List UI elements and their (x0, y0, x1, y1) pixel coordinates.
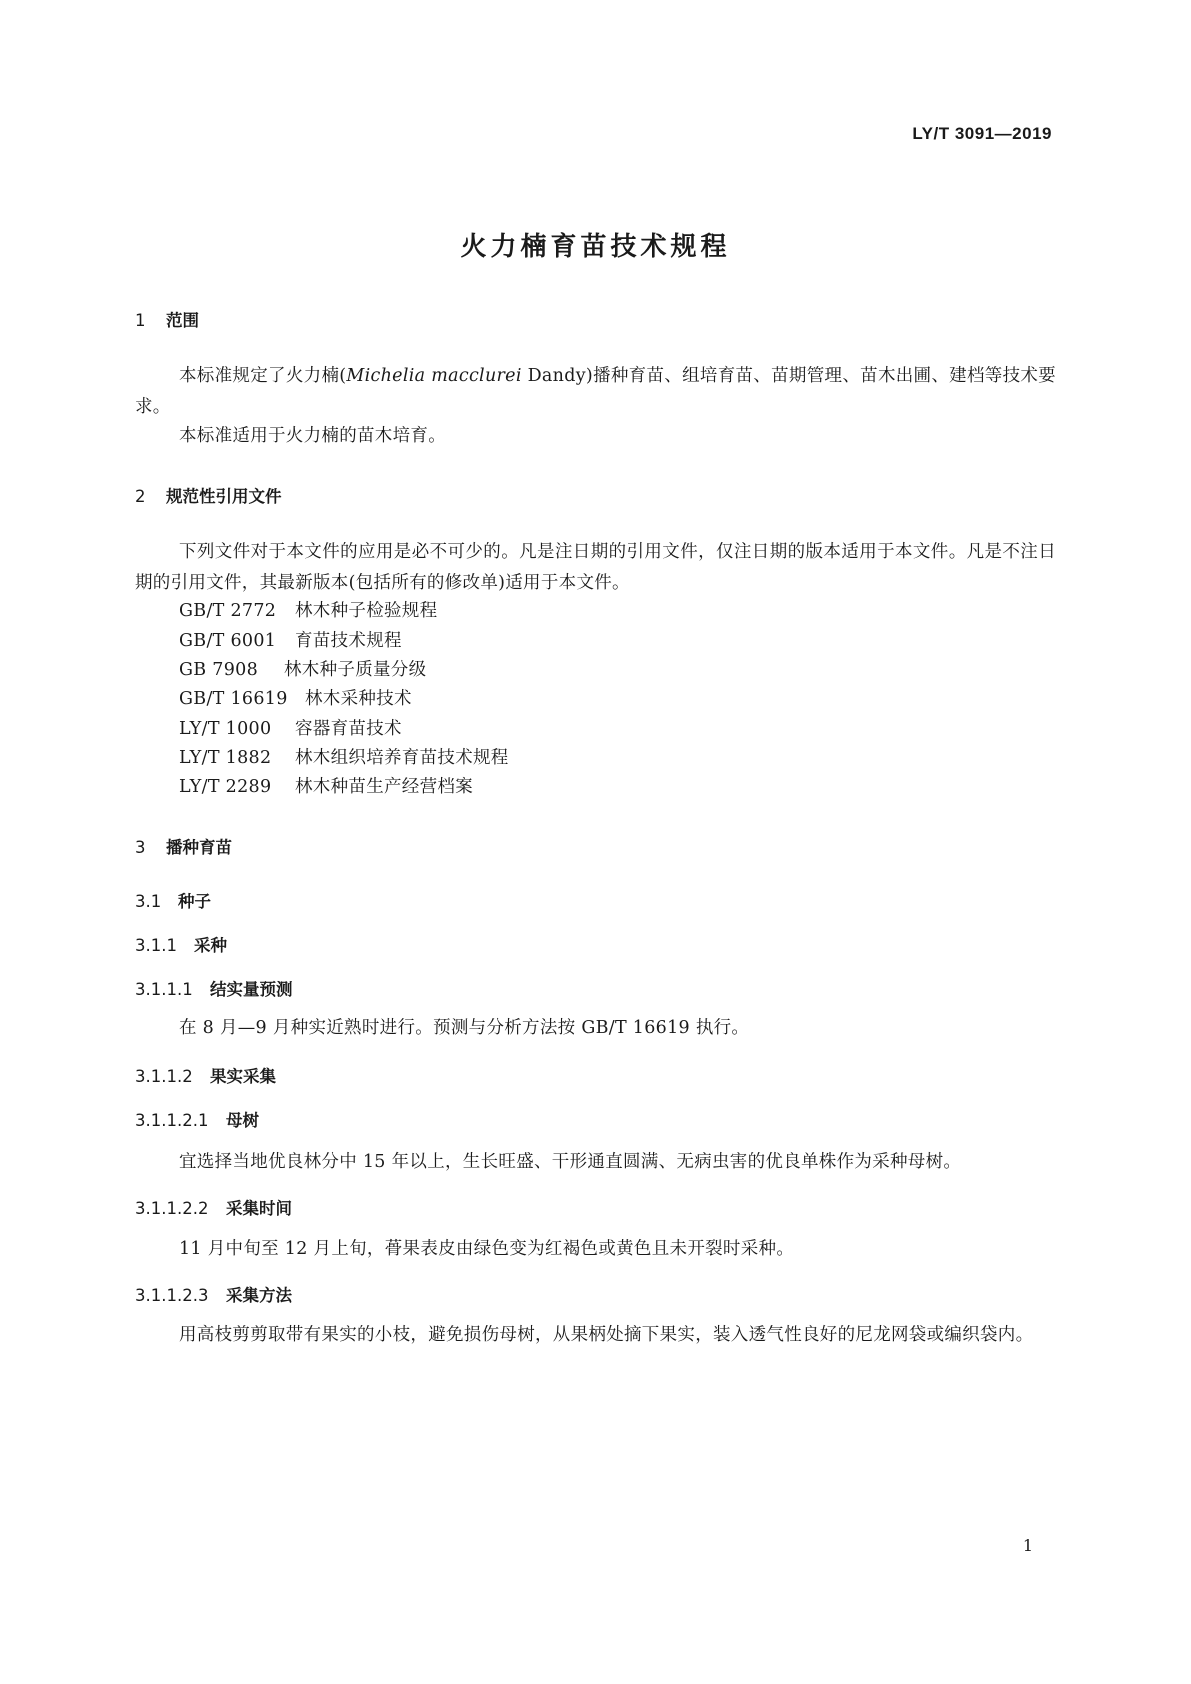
section-number: 1 (135, 311, 146, 330)
reference-item (179, 773, 473, 798)
reference-item (179, 627, 402, 652)
reference-name: 林木种子质量分级 (284, 660, 427, 680)
paragraph-collection-time: 11 月中旬至 12 月上旬，蓇果表皮由绿色变为红褐色或黄色且未开裂时采种。 (179, 1239, 795, 1259)
reference-code: GB/T 16619 (179, 689, 288, 709)
section-title: 范围 (166, 311, 199, 330)
section-number: 3.1.1.2.2 (135, 1199, 209, 1218)
section-title: 采集时间 (226, 1199, 292, 1218)
section-title: 母树 (226, 1111, 259, 1130)
section-title: 种子 (178, 892, 211, 911)
reference-name: 容器育苗技术 (295, 719, 402, 739)
reference-name: 林木种苗生产经营档案 (295, 777, 473, 797)
section-number: 3.1.1.1 (135, 980, 193, 999)
section-heading-3-1-1 (135, 932, 227, 956)
section-title: 果实采集 (210, 1067, 276, 1086)
paragraph-collection-method: 用高枝剪剪取带有果实的小枝，避免损伤母树，从果柄处摘下果实，装入透气性良好的尼龙网袋或编织袋内。 (179, 1325, 1034, 1345)
paragraph-yield-forecast: 在 8 月—9 月种实近熟时进行。预测与分析方法按 GB/T 16619 执行。 (179, 1018, 750, 1038)
reference-item (179, 597, 437, 622)
section-number: 3.1.1 (135, 936, 177, 955)
reference-code: LY/T 2289 (179, 777, 272, 797)
latin-name: Michelia macclurei (346, 366, 522, 386)
paragraph-scope (135, 361, 1056, 423)
reference-code: LY/T 1000 (179, 719, 272, 739)
section-heading-3-1-1-2-3 (135, 1282, 292, 1306)
section-heading-2 (135, 483, 282, 507)
section-heading-3-1-1-1 (135, 976, 293, 1000)
reference-item (179, 744, 509, 769)
section-heading-3 (135, 834, 232, 858)
reference-name: 林木采种技术 (305, 689, 412, 709)
section-number: 2 (135, 487, 146, 506)
reference-code: GB/T 2772 (179, 601, 277, 621)
section-heading-3-1 (135, 888, 211, 912)
page-title: 火力楠育苗技术规程 (460, 232, 731, 262)
reference-code: GB/T 6001 (179, 631, 277, 651)
reference-name: 育苗技术规程 (295, 631, 402, 651)
section-title: 采集方法 (226, 1286, 292, 1305)
reference-name: 林木种子检验规程 (295, 601, 438, 621)
reference-code: LY/T 1882 (179, 748, 272, 768)
section-heading-3-1-1-2-1 (135, 1107, 259, 1131)
section-number: 3.1 (135, 892, 162, 911)
section-number: 3.1.1.2 (135, 1067, 193, 1086)
section-title: 播种育苗 (166, 838, 232, 857)
section-heading-1 (135, 307, 199, 331)
reference-name: 林木组织培养育苗技术规程 (295, 748, 509, 768)
paragraph-references-intro: 下列文件对于本文件的应用是必不可少的。凡是注日期的引用文件，仅注日期的版本适用于本文件。凡是不注日期的引用文件，其最新版本(包括所有的修改单)适用于本文件。 (135, 542, 1056, 593)
text-run: Dandy)播种育苗、组培育苗、苗期管理、苗木出圃、建档等技术要求。 (135, 366, 1056, 417)
reference-code: GB 7908 (179, 660, 259, 680)
section-number: 3 (135, 838, 146, 857)
reference-item (179, 656, 426, 681)
section-title: 采种 (194, 936, 227, 955)
section-number: 3.1.1.2.3 (135, 1286, 209, 1305)
section-title: 结实量预测 (210, 980, 293, 999)
section-heading-3-1-1-2 (135, 1063, 276, 1087)
reference-item (179, 685, 412, 710)
section-title: 规范性引用文件 (166, 487, 282, 506)
section-heading-3-1-1-2-2 (135, 1195, 292, 1219)
section-number: 3.1.1.2.1 (135, 1111, 209, 1130)
standard-code: LY/T 3091—2019 (912, 124, 1052, 143)
text-run: 本标准规定了火力楠( (179, 366, 347, 386)
page-number: 1 (1022, 1536, 1033, 1555)
paragraph-mother-tree: 宜选择当地优良林分中 15 年以上，生长旺盛、干形通直圆满、无病虫害的优良单株作为采种母树。 (179, 1152, 962, 1172)
reference-item (179, 715, 402, 740)
paragraph-applicability: 本标准适用于火力楠的苗木培育。 (179, 426, 446, 446)
